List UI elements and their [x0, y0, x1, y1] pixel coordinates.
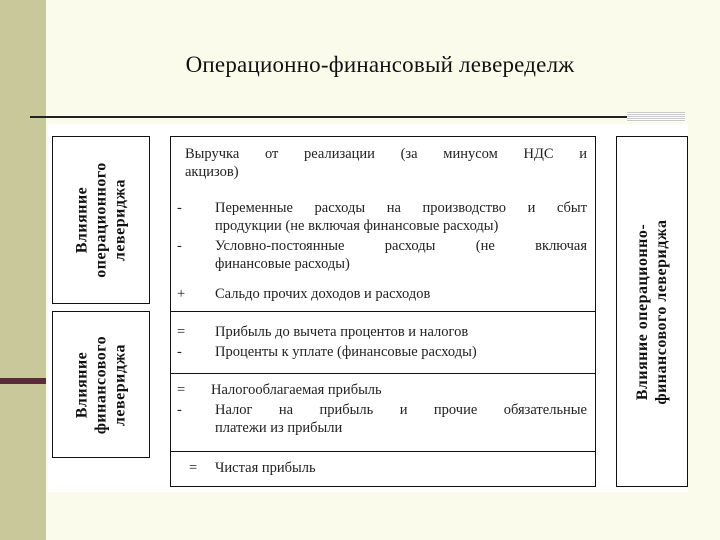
financial-leverage-label: Влияние финансового левериджа — [73, 335, 129, 434]
sign: = — [177, 324, 186, 340]
page-title: Операционно-финансовый левеределж — [185, 52, 575, 77]
row-fixed-costs: - Условно-постоянные расходы (не включая финансовые расходы) — [177, 238, 587, 272]
operating-leverage-label: Влияние операционного левериджа — [73, 162, 129, 278]
row-revenue: Выручка от реализации (за минусом НДС и акцизов) — [185, 146, 587, 180]
title-underline — [30, 116, 630, 118]
row-interest: - Проценты к уплате (финансовые расходы) — [177, 344, 477, 360]
combined-leverage-box — [616, 136, 688, 487]
sign: - — [177, 200, 182, 216]
row-taxable-profit: = Налогооблагаемая прибыль — [177, 382, 382, 398]
row-tax: - Налог на прибыль и прочие обязательные платежи из прибыли — [177, 402, 587, 436]
sign: - — [177, 402, 182, 418]
combined-leverage-label: Влияние операционно- финансового левериджа — [634, 219, 670, 404]
sign: + — [177, 286, 186, 302]
row-ebit: = Прибыль до вычета процентов и налогов — [177, 324, 469, 340]
sign: = — [189, 460, 198, 476]
separator — [171, 311, 595, 312]
separator — [171, 373, 595, 374]
operating-leverage-box — [52, 136, 150, 304]
separator — [171, 451, 595, 452]
row-variable-costs: - Переменные расходы на производство и сбыт продукции (не включая финансовые расходы) — [177, 200, 587, 234]
row-other-balance: + Сальдо прочих доходов и расходов — [177, 286, 431, 302]
financial-leverage-box — [52, 311, 150, 458]
row-net-profit: = Чистая прибыль — [189, 460, 316, 476]
left-decor-accent — [0, 378, 46, 384]
sign: - — [177, 238, 182, 254]
left-decor-band — [0, 0, 46, 540]
title-underline-box — [627, 112, 685, 122]
income-statement-box — [170, 136, 596, 487]
sign: - — [177, 344, 182, 360]
sign: = — [177, 382, 186, 398]
